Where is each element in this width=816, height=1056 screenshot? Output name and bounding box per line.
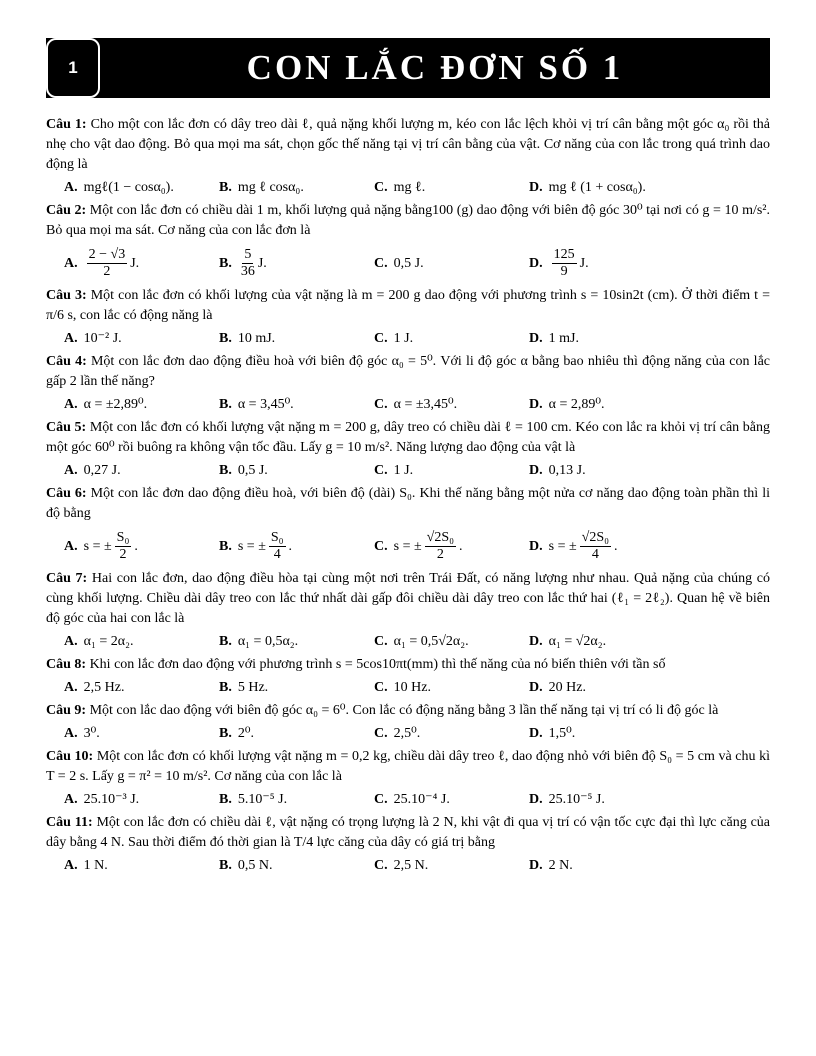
numerator: 125	[553, 247, 575, 262]
answer-options	[46, 329, 770, 349]
option-text: 25.10⁻³ J.	[83, 792, 140, 807]
option-text: 5 Hz.	[237, 680, 269, 695]
question-4	[46, 352, 770, 392]
option-unit: J.	[130, 255, 140, 271]
option-letter: C.	[374, 726, 388, 741]
option-text: 25.10⁻⁵ J.	[548, 792, 605, 807]
answer-option[interactable]	[529, 178, 684, 198]
answer-option[interactable]	[529, 329, 684, 349]
option-text: 2,5⁰.	[393, 726, 421, 741]
option-text: 10 Hz.	[393, 680, 431, 695]
option-text: mg ℓ.	[393, 180, 426, 195]
answer-option[interactable]	[219, 724, 374, 744]
option-letter: B.	[219, 792, 232, 807]
fraction	[269, 530, 286, 563]
question-text: Một con lắc đơn có khối lượng vật nặng m = 0,2 kg, chiều dài dây treo ℓ, dao động nhỏ với biên độ S₀ = 5 cm và chu kì T = 2 s. Lấy g = π² = 10 m/s². Cơ năng của con lắc là	[46, 749, 771, 784]
option-text: 10⁻² J.	[83, 331, 122, 346]
option-text: 1 N.	[83, 858, 108, 873]
answer-option[interactable]	[64, 530, 219, 563]
option-letter: B.	[219, 538, 232, 554]
option-letter: B.	[219, 726, 232, 741]
option-text: mg ℓ cosα₀.	[237, 180, 304, 195]
option-letter: B.	[219, 331, 232, 346]
question-text: Hai con lắc đơn, dao động điều hòa tại cùng một nơi trên Trái Đất, có năng lượng như nhau. Quả nặng của chúng có cùng khối lượng. Chiều dài dây treo con lắc thứ nhất dài gấp đôi chiều dài dây treo con lắc thứ hai (ℓ₁ = 2ℓ₂). Quan hệ về biên độ góc của hai con lắc là	[46, 571, 771, 626]
option-prefix: s = ±	[548, 538, 577, 554]
question-text: Cho một con lắc đơn có dây treo dài ℓ, quả nặng khối lượng m, kéo con lắc lệch khỏi vị trí cân bằng một góc α₀ rồi thả nhẹ cho vật dao động. Bỏ qua mọi ma sát, chọn gốc thế năng tại vị trí cân bằng của vật. Cơ năng của con lắc trong quá trình dao động là	[46, 117, 770, 172]
answer-option[interactable]	[529, 790, 684, 810]
question-label: Câu 2:	[46, 203, 87, 218]
question-text: Khi con lắc đơn dao động với phương trình s = 5cos10πt(mm) thì thế năng của nó biến thiên với tần số	[89, 657, 666, 672]
answer-option[interactable]	[219, 678, 374, 698]
answer-option[interactable]	[374, 254, 529, 274]
denominator: 2	[436, 547, 444, 562]
denominator: 2	[103, 264, 111, 279]
option-text: α₁ = 0,5√2α₂.	[393, 634, 469, 649]
fraction	[241, 247, 255, 280]
question-label: Câu 5:	[46, 420, 87, 435]
question-text: Một con lắc đơn dao động điều hoà, với biên độ (dài) S₀. Khi thế năng bằng một nửa cơ năng dao động toàn phần thì li độ bằng	[46, 486, 771, 521]
option-letter: C.	[374, 634, 388, 649]
option-letter: C.	[374, 792, 388, 807]
option-letter: D.	[529, 726, 543, 741]
option-letter: A.	[64, 680, 78, 695]
question-5	[46, 418, 770, 458]
option-text: 2 N.	[548, 858, 573, 873]
option-letter: D.	[529, 331, 543, 346]
lesson-number-badge: 1	[46, 38, 100, 98]
option-text: 1 J.	[393, 331, 414, 346]
answer-option[interactable]	[529, 724, 684, 744]
question-1	[46, 115, 770, 175]
option-text: α₁ = 2α₂.	[83, 634, 134, 649]
numerator: 2 − √3	[88, 247, 126, 262]
fraction	[87, 247, 128, 280]
question-text: Một con lắc đơn có chiều dài ℓ, vật nặng có trọng lượng là 2 N, khi vật đi qua vị trí có vận tốc cực đại thì lực căng của dây bằng 4 N. Sau thời điểm đó thời gian là T/4 lực căng của dây có giá trị bằng	[46, 815, 770, 850]
answer-option[interactable]	[219, 395, 374, 415]
answer-option[interactable]	[219, 329, 374, 349]
option-unit: .	[288, 538, 293, 554]
option-letter: A.	[64, 538, 78, 554]
answer-option[interactable]	[64, 678, 219, 698]
option-prefix: s = ±	[237, 538, 266, 554]
option-text: α = 2,89⁰.	[548, 397, 605, 412]
fraction	[115, 530, 132, 563]
option-text: 0,5 N.	[237, 858, 273, 873]
option-letter: C.	[374, 180, 388, 195]
answer-option[interactable]	[529, 632, 684, 652]
option-text: α = 3,45⁰.	[237, 397, 294, 412]
option-letter: D.	[529, 180, 543, 195]
option-letter: D.	[529, 792, 543, 807]
answer-option[interactable]	[374, 530, 529, 563]
question-7	[46, 569, 770, 629]
answer-options	[46, 724, 770, 744]
option-prefix: s = ±	[393, 538, 422, 554]
answer-option[interactable]	[529, 530, 684, 563]
option-unit: .	[134, 538, 138, 554]
option-text: α₁ = √2α₂.	[548, 634, 607, 649]
answer-option[interactable]	[219, 790, 374, 810]
option-text: 5.10⁻⁵ J.	[237, 792, 288, 807]
answer-options	[46, 461, 770, 481]
answer-option[interactable]	[219, 632, 374, 652]
option-letter: B.	[219, 255, 232, 271]
question-label: Câu 6:	[46, 486, 87, 501]
question-label: Câu 11:	[46, 815, 93, 830]
answer-option[interactable]	[64, 178, 219, 198]
question-text: Một con lắc đơn dao động điều hoà với biên độ góc α₀ = 5⁰. Với li độ góc α bằng bao nhiêu thì động năng của con lắc gấp 2 lần thế năng?	[46, 354, 770, 389]
option-text: α = ±2,89⁰.	[83, 397, 148, 412]
option-letter: A.	[64, 255, 78, 271]
option-letter: C.	[374, 680, 388, 695]
option-letter: A.	[64, 180, 78, 195]
option-letter: C.	[374, 397, 388, 412]
option-text: mg ℓ (1 + cosα₀).	[548, 180, 646, 195]
option-letter: B.	[219, 180, 232, 195]
option-letter: A.	[64, 858, 78, 873]
option-text: mgℓ(1 − cosα₀).	[83, 180, 174, 195]
question-2	[46, 201, 770, 241]
question-6	[46, 484, 770, 524]
option-letter: B.	[219, 858, 232, 873]
option-letter: A.	[64, 726, 78, 741]
question-label: Câu 8:	[46, 657, 87, 672]
question-label: Câu 1:	[46, 117, 87, 132]
option-text: 1 J.	[393, 463, 414, 478]
option-letter: D.	[529, 634, 543, 649]
question-label: Câu 7:	[46, 571, 88, 586]
answer-options	[46, 395, 770, 415]
option-text: 2,5 N.	[393, 858, 429, 873]
answer-option[interactable]	[374, 395, 529, 415]
option-letter: A.	[64, 463, 78, 478]
answer-option[interactable]	[219, 461, 374, 481]
option-text: 10 mJ.	[237, 331, 276, 346]
question-list	[46, 115, 770, 879]
answer-option[interactable]	[529, 395, 684, 415]
answer-option[interactable]	[374, 178, 529, 198]
denominator: 4	[273, 547, 281, 562]
option-text: 25.10⁻⁴ J.	[393, 792, 450, 807]
answer-option[interactable]	[64, 395, 219, 415]
question-9	[46, 701, 770, 721]
option-text: 0,5 J.	[237, 463, 268, 478]
option-letter: A.	[64, 397, 78, 412]
fraction	[425, 530, 456, 563]
option-letter: C.	[374, 858, 388, 873]
option-letter: C.	[374, 463, 388, 478]
question-3	[46, 286, 770, 326]
question-text: Một con lắc đơn có khối lượng của vật nặng là m = 200 g dao động với phương trình s = 10sin2t (cm). Ở thời điểm t = π/6 s, con lắc có động năng là	[46, 288, 771, 323]
answer-option[interactable]	[374, 678, 529, 698]
denominator: 2	[119, 547, 127, 562]
question-10	[46, 747, 770, 787]
numerator: S₀	[116, 530, 130, 545]
answer-option[interactable]	[374, 790, 529, 810]
answer-option[interactable]	[64, 461, 219, 481]
option-unit: .	[614, 538, 618, 554]
fraction	[580, 530, 611, 563]
option-letter: B.	[219, 680, 232, 695]
option-letter: C.	[374, 331, 388, 346]
option-text: 0,13 J.	[548, 463, 586, 478]
question-text: Một con lắc dao động với biên độ góc α₀ = 6⁰. Con lắc có động năng bằng 3 lần thế năng tại vị trí có li độ góc là	[89, 703, 719, 718]
option-text: 20 Hz.	[548, 680, 586, 695]
question-label: Câu 9:	[46, 703, 87, 718]
answer-options	[46, 790, 770, 810]
answer-options	[46, 678, 770, 698]
numerator: √2S₀	[426, 530, 455, 545]
answer-option[interactable]	[529, 461, 684, 481]
answer-option[interactable]	[219, 247, 374, 280]
option-letter: B.	[219, 397, 232, 412]
option-text: α = ±3,45⁰.	[393, 397, 458, 412]
question-text: Một con lắc đơn có chiều dài 1 m, khối lượng quả nặng bằng100 (g) dao động với biên độ góc 30⁰ tại nơi có g = 10 m/s². Bỏ qua mọi ma sát. Cơ năng của con lắc đơn là	[46, 203, 771, 238]
option-text: α₁ = 0,5α₂.	[237, 634, 299, 649]
option-text: 2,5 Hz.	[83, 680, 125, 695]
option-unit: J.	[257, 255, 267, 271]
answer-option[interactable]	[64, 856, 219, 876]
option-unit: J.	[579, 255, 589, 271]
fraction	[552, 247, 577, 280]
answer-option[interactable]	[219, 856, 374, 876]
option-letter: C.	[374, 255, 388, 271]
option-letter: B.	[219, 634, 232, 649]
option-letter: C.	[374, 538, 388, 554]
option-text: 1 mJ.	[548, 331, 579, 346]
option-letter: D.	[529, 680, 543, 695]
denominator: 4	[591, 547, 599, 562]
option-letter: D.	[529, 538, 543, 554]
option-text: 1,5⁰.	[548, 726, 576, 741]
page-title: CON LẮC ĐƠN SỐ 1	[246, 48, 624, 87]
option-letter: D.	[529, 858, 543, 873]
answer-options	[46, 530, 770, 563]
denominator: 9	[560, 264, 568, 279]
answer-option[interactable]	[64, 632, 219, 652]
option-letter: B.	[219, 463, 232, 478]
answer-option[interactable]	[219, 178, 374, 198]
question-label: Câu 3:	[46, 288, 87, 303]
answer-option[interactable]	[64, 329, 219, 349]
answer-option[interactable]	[64, 247, 219, 280]
answer-options	[46, 178, 770, 198]
option-letter: A.	[64, 792, 78, 807]
numerator: S₀	[270, 530, 284, 545]
option-letter: D.	[529, 463, 543, 478]
option-text: 0,5 J.	[393, 255, 424, 271]
answer-option[interactable]	[374, 329, 529, 349]
numerator: √2S₀	[581, 530, 610, 545]
answer-option[interactable]	[374, 724, 529, 744]
question-8	[46, 655, 770, 675]
option-text: 2⁰.	[237, 726, 254, 741]
answer-option[interactable]	[529, 856, 684, 876]
option-letter: A.	[64, 331, 78, 346]
numerator: 5	[244, 247, 252, 262]
question-11	[46, 813, 770, 853]
answer-option[interactable]	[529, 678, 684, 698]
answer-option[interactable]	[374, 632, 529, 652]
option-letter: D.	[529, 397, 543, 412]
answer-option[interactable]	[219, 530, 374, 563]
answer-option[interactable]	[64, 724, 219, 744]
option-prefix: s = ±	[83, 538, 112, 554]
answer-options	[46, 856, 770, 876]
option-letter: A.	[64, 634, 78, 649]
question-label: Câu 10:	[46, 749, 94, 764]
question-text: Một con lắc đơn có khối lượng vật nặng m = 200 g, dây treo có chiều dài ℓ = 100 cm. Kéo con lắc ra khỏi vị trí cân bằng một góc 60⁰ rồi buông ra không vận tốc đầu. Lấy g = 10 m/s². Năng lượng dao động của vật là	[46, 420, 771, 455]
denominator: 36	[240, 264, 255, 279]
answer-option[interactable]	[64, 790, 219, 810]
answer-options	[46, 632, 770, 652]
answer-option[interactable]	[529, 247, 684, 280]
option-unit: .	[459, 538, 463, 554]
option-letter: D.	[529, 255, 543, 271]
answer-option[interactable]	[374, 461, 529, 481]
answer-option[interactable]	[374, 856, 529, 876]
question-label: Câu 4:	[46, 354, 87, 369]
option-text: 0,27 J.	[83, 463, 121, 478]
option-text: 3⁰.	[83, 726, 100, 741]
answer-options	[46, 247, 770, 280]
